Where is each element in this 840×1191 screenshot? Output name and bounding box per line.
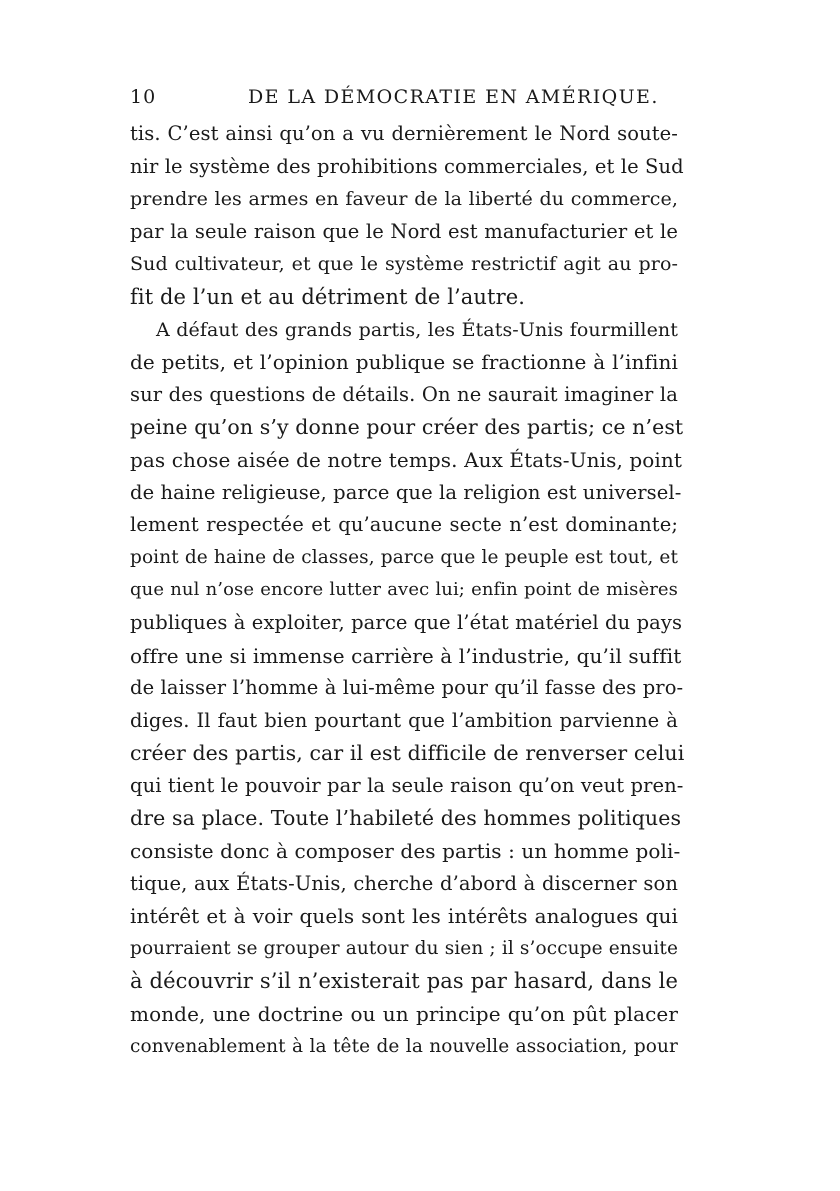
body-text [130,118,685,1063]
text-line: pourraient se grouper autour du sien ; il s’occupe ensuite [130,937,678,959]
text-line: diges. Il faut bien pourtant que l’ambition parvienne à [130,708,678,732]
text-line: point de haine de classes, parce que le peuple est tout, et [130,546,678,568]
text-line: prendre les armes en faveur de la liberté du commerce, [130,188,678,211]
text-line: de haine religieuse, parce que la religion est universel- [130,480,682,504]
text-line: sur des questions de détails. On ne saurait imaginer la [130,382,678,406]
text-line: publiques à exploiter, parce que l’état matériel du pays [130,610,683,634]
text-line: consiste donc à composer des partis : un homme poli- [130,839,681,864]
text-line: Sud cultivateur, et que le système restrictif agit au pro- [130,253,678,276]
text-line: par la seule raison que le Nord est manufacturier et le [130,219,678,243]
text-line: nir le système des prohibitions commerciales, et le Sud [130,154,684,178]
text-line: de laisser l’homme à lui-même pour qu’il fasse des pro- [130,676,684,700]
page-number: 10 [130,86,157,108]
text-line: dre sa place. Toute l’habileté des hommes politiques [130,806,682,831]
text-line: A défaut des grands partis, les États-Unis fourmillent [156,318,678,341]
text-line: qui tient le pouvoir par la seule raison qu’on veut pren- [130,773,684,797]
text-line: fit de l’un et au détriment de l’autre. [130,284,526,309]
text-line: tis. C’est ainsi qu’on a vu dernièrement le Nord soute- [130,122,678,145]
text-line: de petits, et l’opinion publique se fractionne à l’infini [130,350,678,375]
text-line: créer des partis, car il est difficile de renverser celui [130,741,685,766]
text-line: monde, une doctrine ou un principe qu’on pût placer [130,1002,678,1027]
text-line: pas chose aisée de notre temps. Aux États-Unis, point [130,447,683,472]
text-line: convenablement à la tête de la nouvelle association, pour [130,1035,678,1057]
text-line: à découvrir s’il n’existerait pas par hasard, dans le [130,969,678,994]
text-line: tique, aux États-Unis, cherche d’abord à discerner son [130,871,678,895]
running-header [130,86,678,116]
text-line: que nul n’ose encore lutter avec lui; enfin point de misères [130,579,678,601]
running-title: DE LA DÉMOCRATIE EN AMÉRIQUE. [248,86,659,108]
text-line: intérêt et à voir quels sont les intérêts analogues qui [130,904,678,929]
text-line: peine qu’on s’y donne pour créer des partis; ce n’est [130,415,684,440]
text-line: lement respectée et qu’aucune secte n’est dominante; [130,513,678,537]
text-line: offre une si immense carrière à l’industrie, qu’il suffit [130,643,682,668]
